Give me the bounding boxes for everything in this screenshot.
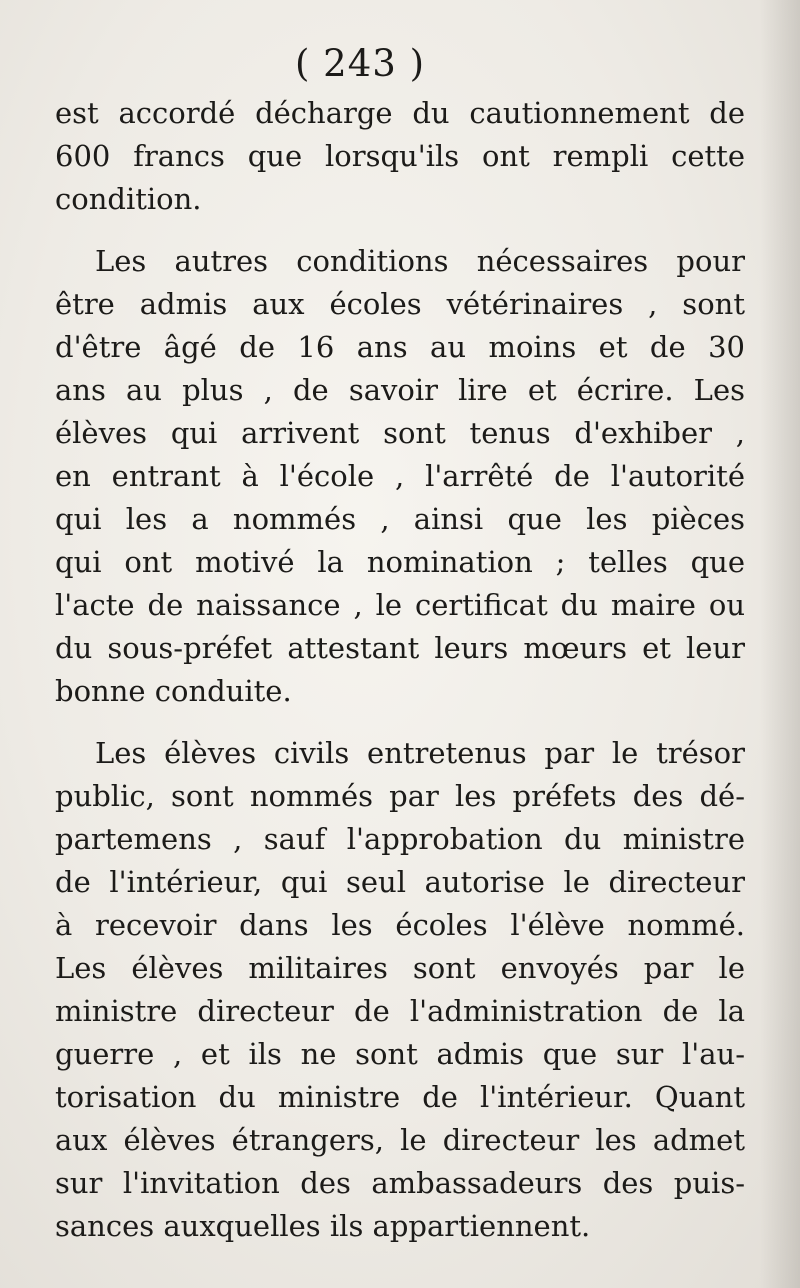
text-line: ministre directeur de l'administration de la — [55, 994, 745, 1028]
text-line: public, sont nommés par les préfets des dé- — [55, 779, 745, 813]
page-edge-shadow — [760, 0, 800, 1288]
text-line: ans au plus , de savoir lire et écrire. Les — [55, 373, 745, 407]
text-line: bonne conduite. — [55, 674, 292, 708]
page-number: ( 243 ) — [294, 42, 425, 85]
text-line: élèves qui arrivent sont tenus d'exhiber , — [55, 416, 745, 450]
text-line: qui les a nommés , ainsi que les pièces — [55, 502, 745, 536]
paragraph — [55, 732, 745, 1248]
text-line: être admis aux écoles vétérinaires , sont — [55, 287, 745, 321]
paragraph — [55, 92, 745, 221]
page-text — [55, 92, 745, 1248]
text-line: qui ont motivé la nomination ; telles que — [55, 545, 745, 579]
text-line: 600 francs que lorsqu'ils ont rempli cette — [55, 139, 745, 173]
text-line: Les autres conditions nécessaires pour — [95, 244, 745, 278]
text-line: à recevoir dans les écoles l'élève nommé. — [55, 908, 745, 942]
text-line: en entrant à l'école , l'arrêté de l'autorité — [55, 459, 745, 493]
text-line: sances auxquelles ils appartiennent. — [55, 1209, 591, 1243]
text-line: partemens , sauf l'approbation du ministre — [55, 822, 745, 856]
text-line: est accordé décharge du cautionnement de — [55, 96, 745, 130]
text-line: condition. — [55, 182, 202, 216]
text-line: Les élèves civils entretenus par le trésor — [95, 736, 745, 770]
text-line: torisation du ministre de l'intérieur. Quant — [55, 1080, 745, 1114]
paragraph — [55, 240, 745, 713]
text-line: guerre , et ils ne sont admis que sur l'au- — [55, 1037, 745, 1071]
text-line: Les élèves militaires sont envoyés par le — [55, 951, 745, 985]
text-line: l'acte de naissance , le certificat du maire ou — [55, 588, 745, 622]
text-line: aux élèves étrangers, le directeur les admet — [55, 1123, 745, 1157]
text-line: d'être âgé de 16 ans au moins et de 30 — [55, 330, 745, 364]
text-line: du sous-préfet attestant leurs mœurs et leur — [55, 631, 745, 665]
text-line: de l'intérieur, qui seul autorise le directeur — [55, 865, 745, 899]
text-line: sur l'invitation des ambassadeurs des puis- — [55, 1166, 745, 1200]
